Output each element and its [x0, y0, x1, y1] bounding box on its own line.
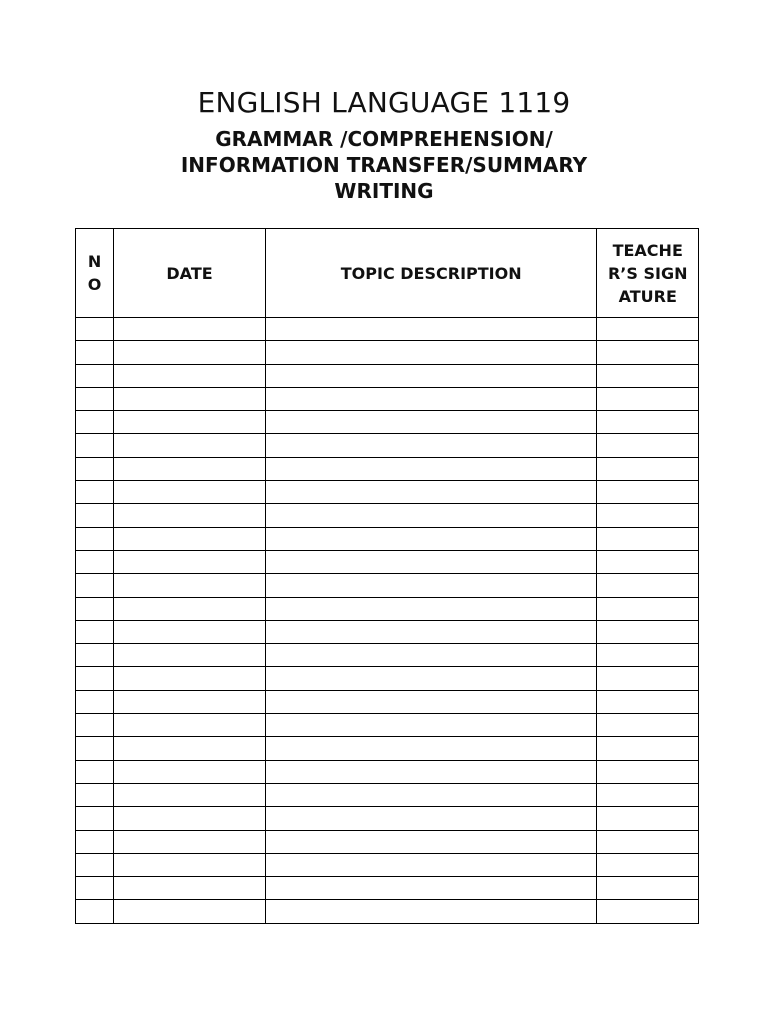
table-header-row — [76, 229, 699, 318]
header-signature-label: TEACHER’S SIGNATURE — [607, 240, 688, 306]
cell-signature — [597, 690, 699, 713]
header-no-label: NO — [87, 252, 102, 294]
table-row — [76, 411, 699, 434]
cell-date — [114, 760, 266, 783]
cell-topic — [265, 714, 597, 737]
cell-no — [76, 481, 114, 504]
cell-date — [114, 644, 266, 667]
table-row — [76, 457, 699, 480]
table-row — [76, 481, 699, 504]
cell-no — [76, 667, 114, 690]
cell-signature — [597, 644, 699, 667]
table-row — [76, 900, 699, 923]
cell-no — [76, 737, 114, 760]
cell-date — [114, 597, 266, 620]
table-row — [76, 341, 699, 364]
table-row — [76, 783, 699, 806]
table-row — [76, 597, 699, 620]
cell-signature — [597, 550, 699, 573]
cell-signature — [597, 783, 699, 806]
cell-signature — [597, 364, 699, 387]
cell-topic — [265, 341, 597, 364]
cell-date — [114, 364, 266, 387]
cell-no — [76, 877, 114, 900]
cell-date — [114, 387, 266, 410]
subtitle-line: WRITING — [334, 179, 434, 203]
subtitle-line: GRAMMAR /COMPREHENSION/ — [215, 127, 553, 151]
cell-topic — [265, 597, 597, 620]
document-subtitle — [0, 126, 768, 204]
cell-date — [114, 341, 266, 364]
cell-no — [76, 620, 114, 643]
cell-no — [76, 783, 114, 806]
cell-topic — [265, 411, 597, 434]
cell-topic — [265, 620, 597, 643]
cell-date — [114, 411, 266, 434]
cell-date — [114, 457, 266, 480]
cell-signature — [597, 667, 699, 690]
cell-no — [76, 690, 114, 713]
cell-signature — [597, 737, 699, 760]
cell-signature — [597, 760, 699, 783]
cell-date — [114, 714, 266, 737]
cell-date — [114, 434, 266, 457]
cell-topic — [265, 318, 597, 341]
header-date: DATE — [114, 229, 266, 318]
cell-date — [114, 690, 266, 713]
cell-no — [76, 644, 114, 667]
cell-date — [114, 504, 266, 527]
cell-no — [76, 714, 114, 737]
table-row — [76, 364, 699, 387]
subtitle-line: INFORMATION TRANSFER/SUMMARY — [180, 153, 588, 177]
cell-topic — [265, 667, 597, 690]
table-row — [76, 853, 699, 876]
table-row — [76, 877, 699, 900]
cell-topic — [265, 457, 597, 480]
cell-signature — [597, 574, 699, 597]
cell-no — [76, 853, 114, 876]
table-row — [76, 644, 699, 667]
cell-signature — [597, 504, 699, 527]
cell-date — [114, 737, 266, 760]
record-table — [75, 228, 699, 924]
cell-date — [114, 900, 266, 923]
table-row — [76, 667, 699, 690]
cell-no — [76, 411, 114, 434]
cell-topic — [265, 434, 597, 457]
cell-date — [114, 527, 266, 550]
cell-topic — [265, 550, 597, 573]
table-row — [76, 737, 699, 760]
cell-signature — [597, 318, 699, 341]
cell-no — [76, 457, 114, 480]
table-row — [76, 318, 699, 341]
cell-signature — [597, 411, 699, 434]
cell-topic — [265, 877, 597, 900]
cell-no — [76, 434, 114, 457]
cell-signature — [597, 900, 699, 923]
table-row — [76, 434, 699, 457]
header-teacher-signature — [597, 229, 699, 318]
cell-no — [76, 387, 114, 410]
cell-date — [114, 620, 266, 643]
cell-date — [114, 550, 266, 573]
table-row — [76, 574, 699, 597]
cell-date — [114, 830, 266, 853]
cell-signature — [597, 457, 699, 480]
cell-date — [114, 481, 266, 504]
header-no — [76, 229, 114, 318]
cell-topic — [265, 783, 597, 806]
cell-topic — [265, 644, 597, 667]
cell-date — [114, 807, 266, 830]
cell-signature — [597, 597, 699, 620]
cell-signature — [597, 807, 699, 830]
cell-date — [114, 318, 266, 341]
cell-topic — [265, 387, 597, 410]
cell-signature — [597, 620, 699, 643]
table-row — [76, 714, 699, 737]
cell-topic — [265, 737, 597, 760]
table-row — [76, 527, 699, 550]
cell-topic — [265, 690, 597, 713]
cell-signature — [597, 481, 699, 504]
cell-topic — [265, 364, 597, 387]
cell-signature — [597, 434, 699, 457]
table-row — [76, 504, 699, 527]
table-row — [76, 620, 699, 643]
cell-no — [76, 341, 114, 364]
cell-date — [114, 574, 266, 597]
cell-topic — [265, 760, 597, 783]
table-row — [76, 387, 699, 410]
cell-date — [114, 877, 266, 900]
cell-no — [76, 527, 114, 550]
cell-topic — [265, 527, 597, 550]
table-row — [76, 760, 699, 783]
cell-date — [114, 853, 266, 876]
table-row — [76, 690, 699, 713]
cell-date — [114, 667, 266, 690]
cell-no — [76, 807, 114, 830]
cell-no — [76, 318, 114, 341]
cell-topic — [265, 574, 597, 597]
cell-no — [76, 364, 114, 387]
cell-signature — [597, 527, 699, 550]
cell-date — [114, 783, 266, 806]
cell-signature — [597, 341, 699, 364]
cell-topic — [265, 504, 597, 527]
table-row — [76, 830, 699, 853]
cell-signature — [597, 714, 699, 737]
cell-topic — [265, 807, 597, 830]
cell-topic — [265, 481, 597, 504]
cell-no — [76, 550, 114, 573]
cell-no — [76, 597, 114, 620]
cell-topic — [265, 853, 597, 876]
header-topic-description: TOPIC DESCRIPTION — [265, 229, 597, 318]
document-title: ENGLISH LANGUAGE 1119 — [197, 86, 571, 119]
table-row — [76, 807, 699, 830]
cell-no — [76, 830, 114, 853]
cell-topic — [265, 900, 597, 923]
cell-signature — [597, 830, 699, 853]
cell-topic — [265, 830, 597, 853]
cell-no — [76, 760, 114, 783]
cell-no — [76, 900, 114, 923]
cell-no — [76, 574, 114, 597]
cell-signature — [597, 877, 699, 900]
cell-no — [76, 504, 114, 527]
cell-signature — [597, 387, 699, 410]
table-body — [76, 318, 699, 924]
table-row — [76, 550, 699, 573]
cell-signature — [597, 853, 699, 876]
